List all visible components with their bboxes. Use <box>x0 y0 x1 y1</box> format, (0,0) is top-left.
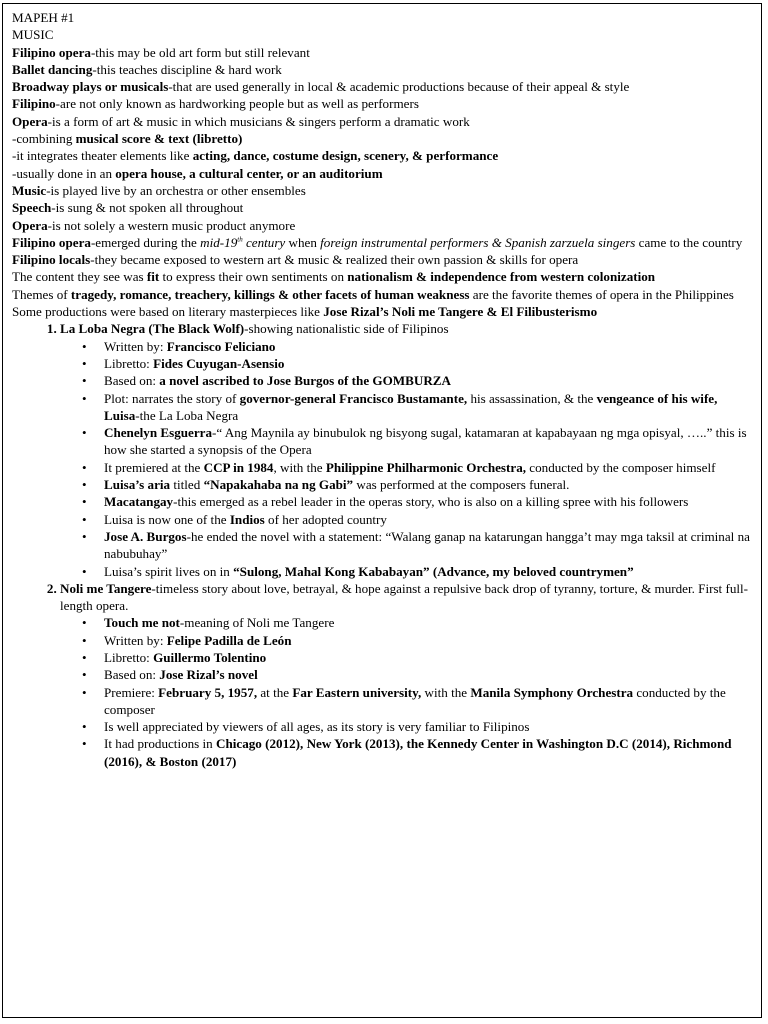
opera-note-theater <box>12 147 753 164</box>
detail-value: a novel ascribed to Jose Burgos of the GOMBURZA <box>159 373 451 389</box>
detail-item <box>104 632 753 649</box>
detail-item <box>104 684 753 719</box>
detail-value: Touch me not <box>104 615 180 631</box>
era-superscript: th <box>237 235 243 244</box>
intro-line <box>12 61 753 78</box>
detail-item <box>104 614 753 631</box>
bold-text: Jose Rizal’s Noli me Tangere & El Filibusterismo <box>323 304 598 320</box>
detail-text: was performed at the composers funeral. <box>353 477 570 493</box>
work-description: -showing nationalistic side of Filipinos <box>244 321 449 337</box>
detail-value: “Sulong, Mahal Kong Kababayan” (Advance, my beloved countrymen” <box>233 563 634 579</box>
era <box>200 235 285 250</box>
detail-text: conducted by the composer himself <box>526 459 716 475</box>
note-bold: musical score & text (libretto) <box>75 131 243 147</box>
term: Opera <box>12 217 48 233</box>
text: when <box>285 234 321 250</box>
sentiment-line <box>12 268 753 285</box>
era-text: century <box>242 234 286 250</box>
term: Filipino opera <box>12 44 91 60</box>
opera-works-list <box>12 320 753 770</box>
term: Filipino <box>12 96 56 112</box>
text: Some productions were based on literary masterpieces like <box>12 304 324 320</box>
definition: -this may be old art form but still relevant <box>90 44 310 60</box>
detail-value: Chenelyn Esguerra <box>104 425 213 441</box>
fact-line <box>12 182 753 199</box>
document-page <box>2 3 762 1018</box>
definition: -that are used generally in local & academic productions because of their appeal & style <box>168 79 630 95</box>
detail-item <box>104 511 753 528</box>
productions-line <box>12 303 753 320</box>
detail-label: Written by: <box>104 338 167 354</box>
fact-line <box>12 217 753 234</box>
detail-item <box>104 390 753 425</box>
detail-value: Luisa’s aria <box>104 477 171 493</box>
detail-label: Based on: <box>104 667 160 683</box>
detail-text: of her adopted country <box>264 511 387 527</box>
detail-text: Is well appreciated by viewers of all ages, as its story is very familiar to Filipinos <box>104 719 530 735</box>
work-details <box>60 338 753 580</box>
detail-value: Philippine Philharmonic Orchestra, <box>325 459 527 475</box>
themes-line <box>12 286 753 303</box>
detail-label: Based on: <box>104 373 160 389</box>
detail-item <box>104 459 753 476</box>
note-text: -it integrates theater elements like <box>12 148 193 164</box>
note-bold: acting, dance, costume design, scenery, & performance <box>192 148 499 164</box>
detail-item <box>104 666 753 683</box>
detail-item <box>104 718 753 735</box>
detail-value: CCP in 1984 <box>203 459 274 475</box>
detail-text: Luisa is now one of the <box>104 511 230 527</box>
note-text: -combining <box>12 131 76 147</box>
locals-line <box>12 251 753 268</box>
detail-value: Indios <box>229 511 265 527</box>
bold-text: tragedy, romance, treachery, killings & other facets of human weakness <box>70 286 470 302</box>
work-title: Noli me Tangere <box>60 580 152 596</box>
text: are the favorite themes of opera in the Philippines <box>469 286 734 302</box>
text: -emerged during the <box>90 234 201 250</box>
detail-text: titled <box>170 477 204 493</box>
detail-value: Jose A. Burgos <box>104 528 187 544</box>
intro-line <box>12 78 753 95</box>
detail-text: -“ Ang Maynila ay binubulok ng bisyong sugal, katamaran at kapabayaan ng mga opisyal, …..” this is how she started a synopsis of the Opera <box>104 425 747 458</box>
detail-value: governor-general Francisco Bustamante, <box>239 390 468 406</box>
detail-value: Fides Cuyugan-Asensio <box>153 355 285 371</box>
detail-label: Plot: narrates the story of <box>104 390 240 406</box>
detail-text: , with the <box>273 459 326 475</box>
definition: -is a form of art & music in which musicians & singers perform a dramatic work <box>47 113 470 129</box>
detail-text: -he ended the novel with a statement: “Walang ganap na katarungan hangga’t may mga taksil at criminal na nabubuhay” <box>104 528 750 562</box>
detail-value: Guillermo Tolentino <box>153 649 267 665</box>
term: Filipino opera <box>12 234 91 250</box>
term: Filipino locals <box>12 252 91 268</box>
document-title: MAPEH #1 <box>12 10 75 25</box>
detail-text: conducted by the composer <box>104 684 726 717</box>
detail-item <box>104 424 753 459</box>
work-title: La Loba Negra (The Black Wolf) <box>60 321 245 337</box>
text: The content they see was <box>12 269 147 285</box>
detail-value: “Napakahaba na ng Gabi” <box>203 477 354 493</box>
detail-text: -the La Loba Negra <box>135 407 239 423</box>
detail-value: February 5, 1957, <box>158 684 258 700</box>
detail-text: Luisa’s spirit lives on in <box>104 563 234 579</box>
opera-work-item <box>60 580 753 770</box>
detail-value: Jose Rizal’s novel <box>159 667 258 683</box>
emergence-line <box>12 234 753 251</box>
definition: -is sung & not spoken all throughout <box>51 200 244 216</box>
detail-text: It premiered at the <box>104 459 204 475</box>
detail-item <box>104 355 753 372</box>
detail-value: Chicago (2012), New York (2013), the Kennedy Center in Washington D.C (2014), Richmond (2016), & Boston (2017) <box>104 736 732 769</box>
detail-item <box>104 493 753 510</box>
note-text: -usually done in an <box>12 165 116 181</box>
detail-item <box>104 338 753 355</box>
detail-label: Libretto: <box>104 355 154 371</box>
definition: -they became exposed to western art & music & realized their own passion & skills for opera <box>90 252 579 268</box>
subject-heading: MUSIC <box>12 27 54 43</box>
opera-note-venue <box>12 165 753 182</box>
fact-line <box>12 199 753 216</box>
detail-value: Felipe Padilla de León <box>166 632 292 648</box>
bold-text: fit <box>146 269 160 285</box>
term: Opera <box>12 113 48 129</box>
detail-item <box>104 372 753 389</box>
intro-line <box>12 44 753 61</box>
intro-line <box>12 113 753 130</box>
text: Themes of <box>12 286 71 302</box>
detail-text: with the <box>421 684 471 700</box>
term: Ballet dancing <box>12 61 93 77</box>
term: Broadway plays or musicals <box>12 79 169 95</box>
detail-text: at the <box>257 684 293 700</box>
definition: -this teaches discipline & hard work <box>92 61 282 77</box>
detail-item <box>104 649 753 666</box>
intro-line <box>12 95 753 112</box>
detail-text: -meaning of Noli me Tangere <box>179 615 335 631</box>
definition: -is not solely a western music product anymore <box>47 217 296 233</box>
detail-value: vengeance of his wife, Luisa <box>104 390 718 423</box>
text: came to the country <box>635 234 743 250</box>
term: Music <box>12 182 47 198</box>
definition: -are not only known as hardworking people but as well as performers <box>55 96 419 112</box>
detail-value: Macatangay <box>104 494 174 510</box>
work-details <box>60 614 753 770</box>
work-description: -timeless story about love, betrayal, & hope against a repulsive back drop of tyranny, torture, & murder. First full-length opera. <box>60 580 749 614</box>
detail-label: Premiere: <box>104 684 159 700</box>
note-bold: opera house, a cultural center, or an auditorium <box>115 165 383 181</box>
detail-value: Francisco Feliciano <box>166 338 276 354</box>
detail-item <box>104 563 753 580</box>
definition: -is played live by an orchestra or other ensembles <box>46 182 306 198</box>
detail-text: It had productions in <box>104 736 217 752</box>
detail-label: Written by: <box>104 632 167 648</box>
performers: foreign instrumental performers & Spanish zarzuela singers <box>320 234 636 250</box>
era-text: mid-19 <box>200 234 238 250</box>
detail-value: Far Eastern university, <box>292 684 422 700</box>
bold-text: nationalism & independence from western colonization <box>347 269 656 285</box>
opera-note-libretto <box>12 130 753 147</box>
detail-item <box>104 735 753 770</box>
detail-text: his assassination, & the <box>467 390 597 406</box>
term: Speech <box>12 200 52 216</box>
detail-text: -this emerged as a rebel leader in the operas story, who is also on a killing spree with his followers <box>173 494 689 510</box>
detail-item <box>104 528 753 563</box>
opera-work-item <box>60 320 753 579</box>
detail-value: Manila Symphony Orchestra <box>470 684 634 700</box>
detail-item <box>104 476 753 493</box>
text: to express their own sentiments on <box>159 269 348 285</box>
detail-label: Libretto: <box>104 649 154 665</box>
